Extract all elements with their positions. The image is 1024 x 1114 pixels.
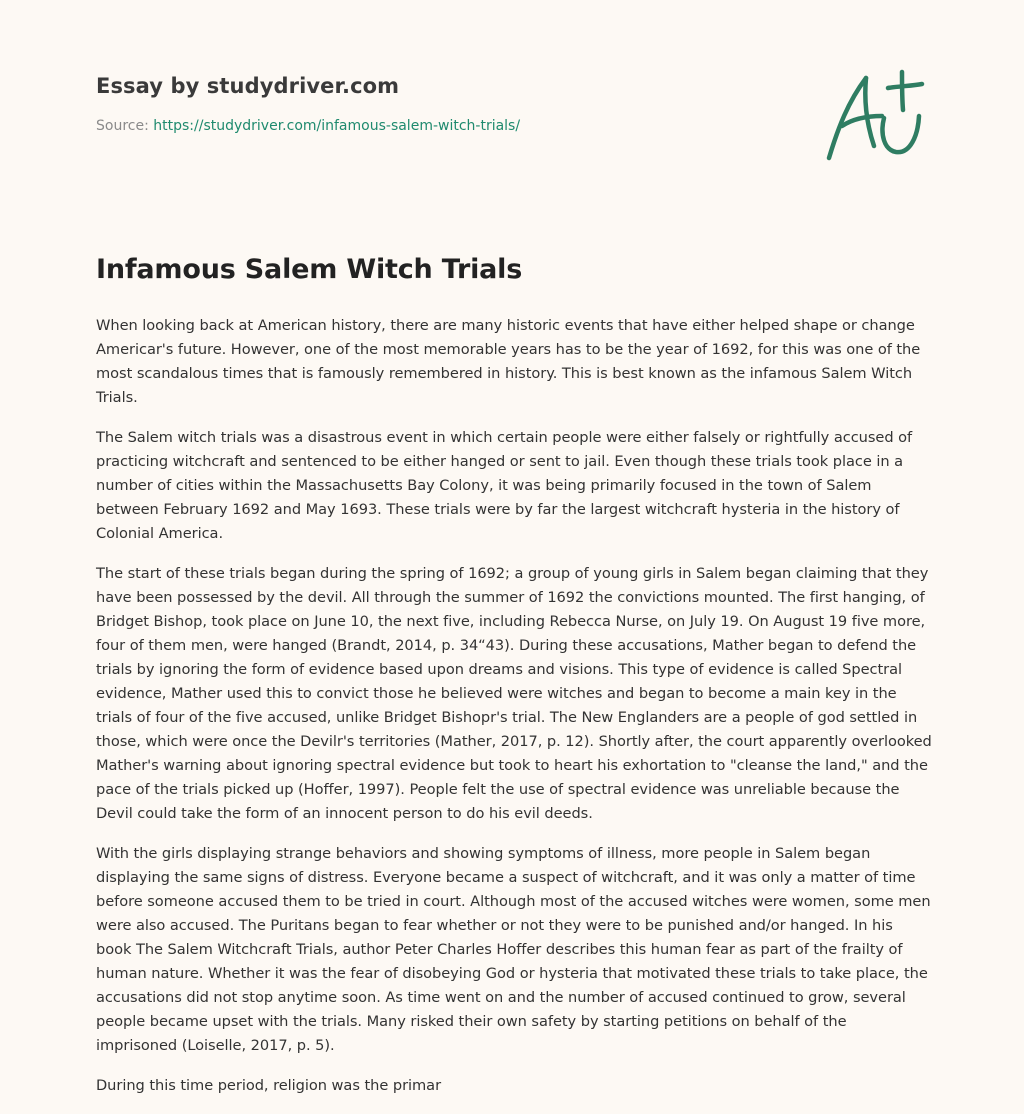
site-title: Essay by studydriver.com — [96, 74, 400, 98]
paragraph: The Salem witch trials was a disastrous event in which certain people were either falsely or rightfully accused of practicing witchcraft and sentenced to be either hanged or sent to jail. Even though these trials took place in a number of cities within the Massachusetts Bay Colony, it was being primarily focused in the town of Salem between February 1692 and May 1693. These trials were by far the largest witchcraft hysteria in the history of Colonial America. — [96, 429, 913, 542]
source-link[interactable]: https://studydriver.com/infamous-salem-witch-trials/ — [153, 118, 521, 134]
paragraph: During this time period, religion was the primar — [96, 1077, 442, 1094]
source-line — [96, 118, 796, 134]
article-body — [96, 314, 932, 1114]
paragraph: With the girls displaying strange behaviors and showing symptoms of illness, more people in Salem began displaying the same signs of distress. Everyone became a suspect of witchcraft, and it was only a matter of time before someone accused them to be tried in court. Although most of the accused witches were women, some men were also accused. The Puritans began to fear whether or not they were to be punished and/or hanged. In his book The Salem Witchcraft Trials, author Peter Charles Hoffer describes this human fear as part of the frailty of human nature. Whether it was the fear of disobeying God or hysteria that motivated these trials to take place, the accusations did not stop anytime soon. As time went on and the number of accused continued to grow, several people became upset with the trials. Many risked their own safety by starting petitions on behalf of the imprisoned (Loiselle, 2017, p. 5). — [96, 845, 931, 1054]
paragraph: When looking back at American history, there are many historic events that have either helped shape or change Americar's future. However, one of the most memorable years has to be the year of 1692, for this was one of the most scandalous times that is famously remembered in history. This is best known as the infamous Salem Witch Trials. — [96, 317, 921, 406]
paragraph: The start of these trials began during the spring of 1692; a group of young girls in Salem began claiming that they have been possessed by the devil. All through the summer of 1692 the convictions mounted. The first hanging, of Bridget Bishop, took place on June 10, the next five, including Rebecca Nurse, on July 19. On August 19 five more, four of them men, were hanged (Brandt, 2014, p. 34“43). During these accusations, Mather began to defend the trials by ignoring the form of evidence based upon dreams and visions. This type of evidence is called Spectral evidence, Mather used this to convict those he believed were witches and began to become a main key in the trials of four of the five accused, unlike Bridget Bishopr's trial. The New Englanders are a people of god settled in those, which were once the Devilr's territories (Mather, 2017, p. 12). Shortly after, the court apparently overlooked Mather's warning about ignoring spectral evidence but took to heart his exhortation to "cleanse the land," and the pace of the trials picked up (Hoffer, 1997). People felt the use of spectral evidence was unreliable because the Devil could take the form of an innocent person to do his evil deeds. — [96, 565, 932, 822]
article-title: Infamous Salem Witch Trials — [96, 254, 523, 285]
a-plus-logo-icon — [820, 66, 930, 166]
source-label: Source: — [96, 118, 149, 134]
header — [96, 74, 796, 134]
